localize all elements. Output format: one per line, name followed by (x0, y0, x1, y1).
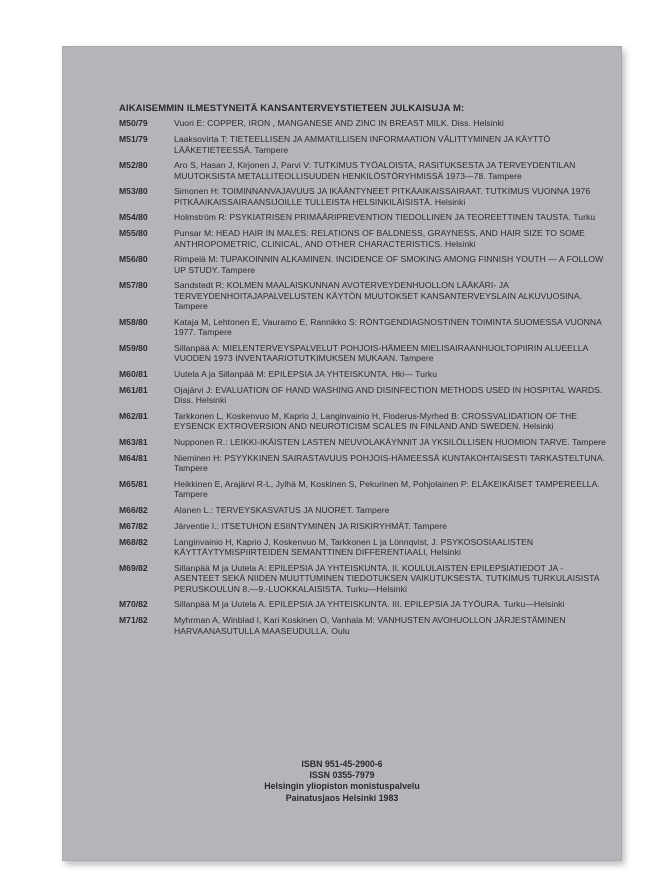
publication-code: M66/82 (119, 504, 148, 515)
publication-code: M55/80 (119, 228, 148, 238)
publication-description: Heikkinen E, Arajärvi R-L, Jylhä M, Koskinen S, Pekurinen M, Pohjolainen P: ELÄKEIKÄISET TAMPEREELLA. Tampere (174, 478, 600, 499)
publication-code: M51/79 (119, 134, 148, 144)
list-heading: AIKAISEMMIN ILMESTYNEITÄ KANSANTERVEYSTIETEEN JULKAISUJA M: (119, 103, 465, 114)
list-item (119, 118, 607, 129)
publication-description: Punsar M: HEAD HAIR IN MALES: RELATIONS OF BALDNESS, GRAYNESS, AND HAIR SIZE TO SOME ANTHROPOMETRIC, CLINICAL, AND OTHER CHARACTERISTICS. Helsinki (174, 228, 585, 249)
list-item (119, 186, 607, 207)
publication-description: Nieminen H: PSYYKKINEN SAIRASTAVUUS POHJOIS-HÄMEESSÄ KUNTAKOHTAISESTI TARKASTELTUNA. Tampere (174, 452, 605, 473)
list-item (119, 615, 607, 636)
isbn: ISBN 951-45-2900-6 (301, 759, 383, 769)
publication-description: Holmström R: PSYKIATRISEN PRIMÄÄRIPREVENTION TIEDOLLINEN JA TEOREETTINEN TAUSTA. Turku (174, 212, 596, 222)
publication-description: Aro S, Hasan J, Kirjonen J, Parvi V: TUTKIMUS TYÖALOISTA, RASITUKSESTA JA TERVEYDENTILAN MUUTOKSISTA METALLITEOLLISUUDEN HENKILÖSTÖRYHMISSÄ 1973—78. Tampere (174, 160, 576, 181)
list-item (119, 343, 607, 364)
publication-code: M61/81 (119, 384, 148, 395)
publication-description: Vuori E: COPPER, IRON , MANGANESE AND ZINC IN BREAST MILK. Diss. Helsinki (174, 118, 504, 128)
list-item (119, 254, 607, 275)
list-item (119, 369, 607, 380)
publication-code: M64/81 (119, 452, 148, 463)
publication-code: M53/80 (119, 186, 148, 196)
list-item (119, 317, 607, 338)
list-item (119, 411, 607, 432)
list-item (119, 537, 607, 558)
publication-description: Tarkkonen L, Koskenvuo M, Kaprio J, Langinvainio H, Floderus-Myrhed B: CROSSVALIDATION OF THE EYSENCK EXTROVERSION AND NEUROTICISM SCALES IN FINLAND AND SWEDEN. Helsinki (174, 410, 577, 431)
publication-description: Uutela A ja Sillanpää M: EPILEPSIA JA YHTEISKUNTA. Hki— Turku (174, 368, 438, 379)
publication-code: M65/81 (119, 478, 148, 489)
list-item (119, 599, 607, 610)
list-item (119, 212, 607, 223)
list-item (119, 563, 607, 595)
list-item (119, 437, 607, 448)
issn: ISSN 0355-7979 (309, 770, 375, 781)
publication-description: Alanen L.: TERVEYSKASVATUS JA NUORET. Tampere (174, 504, 390, 515)
list-item (119, 160, 607, 181)
colophon (63, 759, 621, 804)
publication-code: M63/81 (119, 436, 148, 447)
publication-description: Ojajärvi J: EVALUATION OF HAND WASHING AND DISINFECTION METHODS USED IN HOSPITAL WARDS. Diss. Helsinki (174, 384, 603, 405)
publisher: Helsingin yliopiston monistuspalvelu (264, 781, 420, 792)
publication-list (119, 103, 607, 641)
publication-description: Sillanpää M ja Uutela A: EPILEPSIA JA YHTEISKUNTA. II. KOULULAISTEN EPILEPSIATIEDOT JA -ASENTEET SEKÄ NIIDEN MUUTTUMINEN TIEDOTUKSEN VAIKUTUKSESTA. TUTKIMUS TURKULAISISTA PERUSKOULUN 8.—9.-LUOKKALAISISTA. Turku—Helsinki (174, 562, 600, 594)
publication-description: Järventie I.: ITSETUHON ESIINTYMINEN JA RISKIRYHMÄT. Tampere (174, 520, 447, 531)
publication-code: M59/80 (119, 342, 148, 353)
publication-description: Kataja M, Lehtonen E, Vauramo E, Rannikko S: RÖNTGENDIAGNOSTINEN TOIMINTA SUOMESSA VUONNA 1977. Tampere (174, 316, 602, 337)
list-item (119, 134, 607, 155)
publication-code: M58/80 (119, 316, 148, 327)
list-item (119, 479, 607, 500)
publication-code: M67/82 (119, 520, 148, 531)
list-item (119, 505, 607, 516)
list-item (119, 521, 607, 532)
publication-code: M56/80 (119, 254, 148, 264)
printer: Painatusjaos Helsinki 1983 (285, 792, 399, 803)
publication-description: Myhrman A, Winblad I, Kari Koskinen O, Vanhala M: VANHUSTEN AVOHUOLLON JÄRJESTÄMINEN HARVAANASUTULLA MAASEUDULLA. Oulu (174, 615, 566, 636)
publication-code: M69/82 (119, 562, 148, 573)
publication-description: Langinvainio H, Kaprio J, Koskenvuo M, Tarkkonen L ja Lönnqvist, J. PSYKOSOSIAALISTEN KÄYTTÄYTYMISPIIRTEIDEN SEMANTTINEN DIFFERENTIAALI, Helsinki (174, 536, 534, 557)
publication-description: Sandstedt R: KOLMEN MAALAISKUNNAN AVOTERVEYDENHUOLLON LÄÄKÄRI- JA TERVEYDENHOITAJAPALVELUSTEN KÄYTÖN MUUTOKSET KANSANTERVEYSLAIN ALKUVUOSINA. Tampere (174, 280, 583, 311)
publication-code: M71/82 (119, 615, 148, 625)
publication-description: Sillanpää M ja Uutela A. EPILEPSIA JA YHTEISKUNTA. III. EPILEPSIA JA TYÖURA. Turku—Helsinki (174, 599, 565, 609)
publication-code: M52/80 (119, 160, 148, 170)
publication-description: Laaksovirta T: TIETEELLISEN JA AMMATILLISEN INFORMAATION VÄLITTYMINEN JA KÄYTTÖ LÄÄKETIETEESSÄ. Tampere (174, 134, 551, 155)
publication-code: M54/80 (119, 212, 148, 222)
list-item (119, 385, 607, 406)
list-item (119, 453, 607, 474)
publication-code: M70/82 (119, 599, 148, 609)
publication-code: M57/80 (119, 280, 148, 290)
publication-description: Rimpelä M: TUPAKOINNIN ALKAMINEN. INCIDENCE OF SMOKING AMONG FINNISH YOUTH — A FOLLOW UP STUDY. Tampere (174, 254, 604, 275)
publication-description: Simonen H: TOIMINNANVAJAVUUS JA IKÄÄNTYNEET PITKÄAIKAISSAIRAAT. TUTKIMUS VUONNA 1976 PITKÄAIKAISSAIRAANSIJOILLE TULLEISTA HELSINKILÄISISTÄ. Helsinki (174, 186, 591, 207)
publication-code: M68/82 (119, 536, 148, 547)
list-item (119, 280, 607, 312)
publication-description: Nupponen R.: LEIKKI-IKÄISTEN LASTEN NEUVOLAKÄYNNIT JA YKSILÖLLISEN HUOMION TARVE. Tampere (174, 436, 606, 447)
book-back-cover (62, 46, 622, 861)
publication-code: M62/81 (119, 410, 148, 421)
publication-description: Sillanpää A: MIELENTERVEYSPALVELUT POHJOIS-HÄMEEN MIELISAIRAANHUOLTOPIIRIN ALUEELLA VUODEN 1973 INVENTAARIOTUTKIMUKSEN MUKAAN. Tampere (174, 342, 588, 363)
publication-code: M50/79 (119, 118, 148, 128)
publication-code: M60/81 (119, 368, 148, 379)
list-item (119, 228, 607, 249)
